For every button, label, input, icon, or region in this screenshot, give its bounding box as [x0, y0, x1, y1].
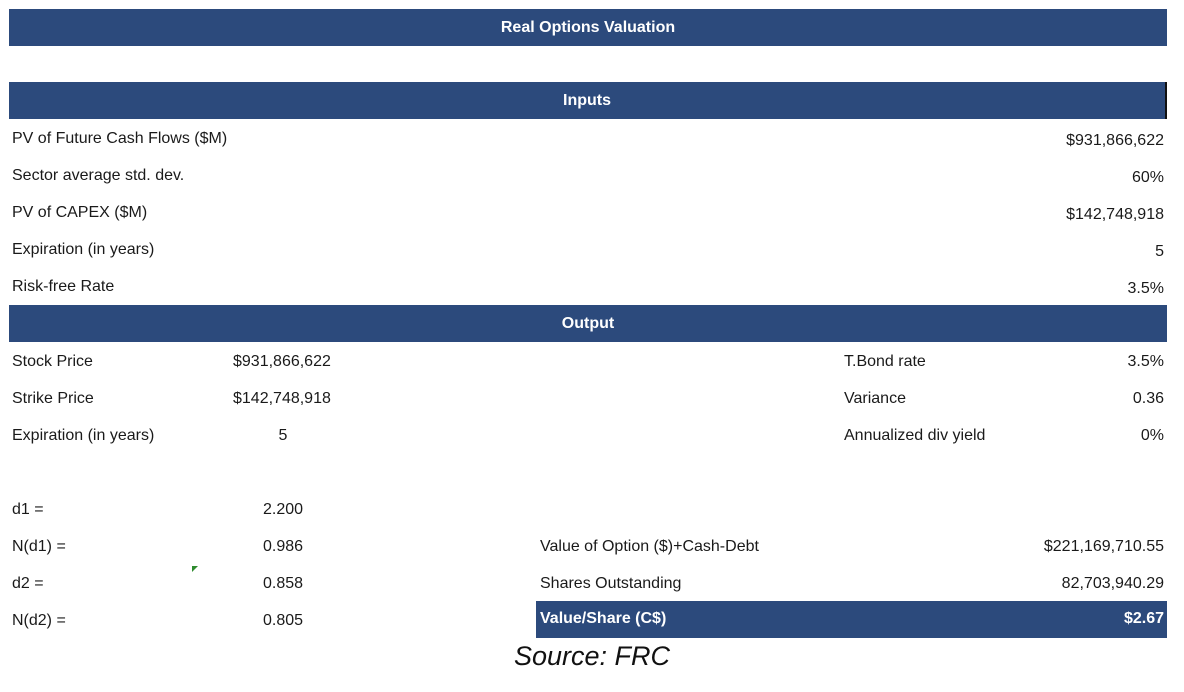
- calc-label: d2 =: [12, 575, 44, 592]
- calc-value: 0.805: [262, 612, 304, 629]
- valuation-label: Value of Option ($)+Cash-Debt: [540, 538, 759, 555]
- output-label: Variance: [844, 390, 906, 407]
- input-value: $142,748,918: [1066, 206, 1164, 223]
- output-value: $142,748,918: [233, 390, 331, 407]
- output-header-label: Output: [561, 314, 615, 332]
- input-label: Risk-free Rate: [12, 278, 115, 295]
- comment-marker-icon: [192, 566, 198, 572]
- title-bar: [9, 9, 1167, 46]
- calc-label: N(d1) =: [12, 538, 66, 555]
- output-label: Stock Price: [12, 353, 93, 370]
- valuation-label: Shares Outstanding: [540, 575, 682, 592]
- value-per-share-value: $2.67: [1123, 610, 1164, 627]
- calc-value: 0.986: [262, 538, 304, 555]
- page-title: Real Options Valuation: [500, 18, 676, 36]
- output-label: Strike Price: [12, 390, 94, 407]
- input-value: 60%: [1131, 169, 1164, 186]
- inputs-header-label: Inputs: [563, 91, 611, 109]
- output-value: $931,866,622: [233, 353, 331, 370]
- output-value: 0%: [1140, 427, 1164, 444]
- output-label: T.Bond rate: [844, 353, 926, 370]
- output-label: Expiration (in years): [12, 427, 155, 444]
- input-label: Sector average std. dev.: [12, 167, 185, 184]
- value-per-share-label: Value/Share (C$): [540, 610, 667, 627]
- output-value: 0.36: [1132, 390, 1164, 407]
- source-caption: Source: FRC: [513, 641, 671, 671]
- calc-label: d1 =: [12, 501, 44, 518]
- output-value: 3.5%: [1127, 353, 1164, 370]
- input-label: Expiration (in years): [12, 241, 155, 258]
- inputs-header: [9, 82, 1167, 119]
- valuation-value: 82,703,940.29: [1061, 575, 1164, 592]
- calc-value: 0.858: [262, 575, 304, 592]
- output-label: Annualized div yield: [844, 427, 986, 444]
- calc-label: N(d2) =: [12, 612, 66, 629]
- output-value: 5: [278, 427, 288, 444]
- valuation-value: $221,169,710.55: [1043, 538, 1164, 555]
- input-label: PV of CAPEX ($M): [12, 204, 148, 221]
- input-value: $931,866,622: [1066, 132, 1164, 149]
- calc-value: 2.200: [262, 501, 304, 518]
- input-value: 3.5%: [1127, 280, 1164, 297]
- input-value: 5: [1155, 243, 1164, 260]
- input-label: PV of Future Cash Flows ($M): [12, 130, 228, 147]
- output-header: [9, 305, 1167, 342]
